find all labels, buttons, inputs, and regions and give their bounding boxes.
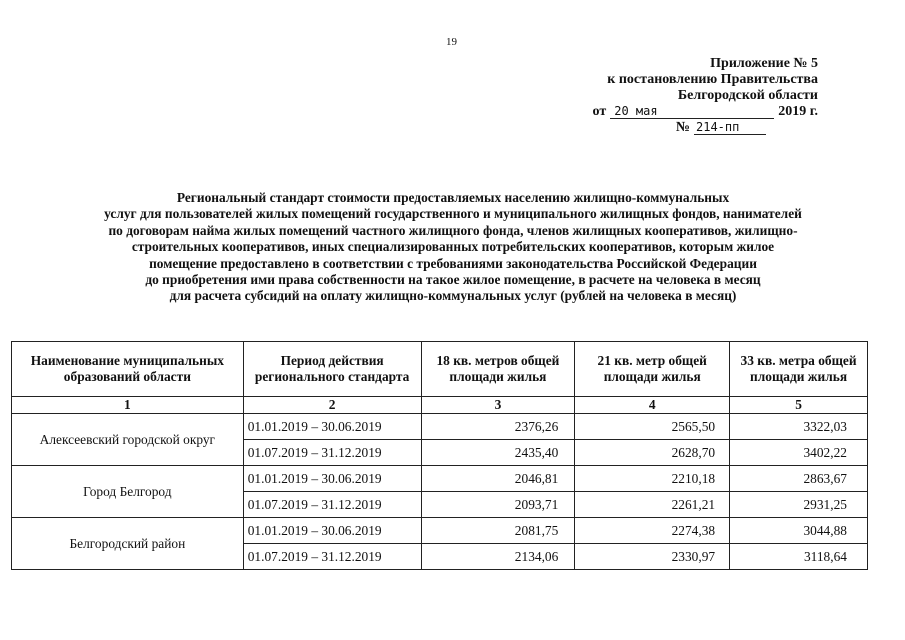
column-number: 1 bbox=[12, 397, 244, 414]
value-33sqm: 3118,64 bbox=[730, 544, 868, 570]
value-18sqm: 2046,81 bbox=[421, 466, 575, 492]
date-year: 2019 г. bbox=[778, 104, 818, 119]
value-33sqm: 2931,25 bbox=[730, 492, 868, 518]
table-row bbox=[12, 466, 868, 492]
value-21sqm: 2261,21 bbox=[575, 492, 730, 518]
appendix-number-line bbox=[560, 120, 818, 136]
value-21sqm: 2210,18 bbox=[575, 466, 730, 492]
header-period: Период действия регионального стандарта bbox=[243, 342, 421, 397]
period-cell: 01.07.2019 – 31.12.2019 bbox=[243, 440, 421, 466]
title-line: Региональный стандарт стоимости предоставляемых населению жилищно-коммунальных bbox=[176, 190, 730, 205]
standards-table bbox=[11, 341, 868, 570]
title-line: для расчета субсидий на оплату жилищно-коммунальных услуг (рублей на человека в месяц) bbox=[169, 288, 737, 304]
title-line: строительных кооперативов, иных специализированных потребительских кооперативов, которым жилое bbox=[131, 239, 775, 255]
period-cell: 01.01.2019 – 30.06.2019 bbox=[243, 518, 421, 544]
appendix-header bbox=[560, 56, 818, 136]
period-cell: 01.07.2019 – 31.12.2019 bbox=[243, 544, 421, 570]
value-33sqm: 3322,03 bbox=[730, 414, 868, 440]
value-18sqm: 2081,75 bbox=[421, 518, 575, 544]
municipality-name: Алексеевский городской округ bbox=[12, 414, 244, 466]
value-18sqm: 2093,71 bbox=[421, 492, 575, 518]
value-33sqm: 3044,88 bbox=[730, 518, 868, 544]
value-21sqm: 2274,38 bbox=[575, 518, 730, 544]
appendix-region-line: Белгородской области bbox=[677, 88, 818, 103]
appendix-title: Приложение № 5 bbox=[710, 56, 818, 71]
column-number: 4 bbox=[575, 397, 730, 414]
value-18sqm: 2435,40 bbox=[421, 440, 575, 466]
document-title bbox=[40, 190, 866, 305]
period-cell: 01.01.2019 – 30.06.2019 bbox=[243, 414, 421, 440]
header-municipality: Наименование муниципальных образований области bbox=[12, 342, 244, 397]
title-line: по договорам найма жилых помещений частного жилищного фонда, членов жилищных кооперативов, жилищно- bbox=[108, 222, 798, 238]
table-row bbox=[12, 518, 868, 544]
period-cell: 01.01.2019 – 30.06.2019 bbox=[243, 466, 421, 492]
column-number-row bbox=[12, 397, 868, 414]
header-18sqm: 18 кв. метров общей площади жилья bbox=[421, 342, 575, 397]
header-21sqm: 21 кв. метр общей площади жилья bbox=[575, 342, 730, 397]
value-21sqm: 2628,70 bbox=[575, 440, 730, 466]
column-number: 5 bbox=[730, 397, 868, 414]
municipality-name: Белгородский район bbox=[12, 518, 244, 570]
title-line: помещение предоставлено в соответствии с требованиями законодательства Российской Федерации bbox=[149, 255, 757, 271]
value-33sqm: 3402,22 bbox=[730, 440, 868, 466]
value-21sqm: 2565,50 bbox=[575, 414, 730, 440]
period-cell: 01.07.2019 – 31.12.2019 bbox=[243, 492, 421, 518]
table-row bbox=[12, 414, 868, 440]
value-18sqm: 2134,06 bbox=[421, 544, 575, 570]
number-prefix: № bbox=[675, 120, 690, 135]
municipality-name: Город Белгород bbox=[12, 466, 244, 518]
number-handwritten: 214-пп bbox=[694, 121, 766, 135]
date-prefix: от bbox=[592, 104, 607, 119]
date-handwritten: 20 мая bbox=[610, 105, 774, 119]
header-33sqm: 33 кв. метра общей площади жилья bbox=[730, 342, 868, 397]
appendix-resolution-line: к постановлению Правительства bbox=[607, 72, 818, 87]
table-header-row bbox=[12, 342, 868, 397]
column-number: 3 bbox=[421, 397, 575, 414]
value-33sqm: 2863,67 bbox=[730, 466, 868, 492]
page-number: 19 bbox=[446, 36, 457, 48]
appendix-date-line bbox=[560, 104, 818, 120]
value-18sqm: 2376,26 bbox=[421, 414, 575, 440]
title-line: до приобретения ими права собственности на такое жилое помещение, в расчете на человека в месяц bbox=[145, 272, 761, 288]
title-line: услуг для пользователей жилых помещений государственного и муниципального жилищных фондов, нанимателей bbox=[104, 206, 802, 222]
value-21sqm: 2330,97 bbox=[575, 544, 730, 570]
column-number: 2 bbox=[243, 397, 421, 414]
